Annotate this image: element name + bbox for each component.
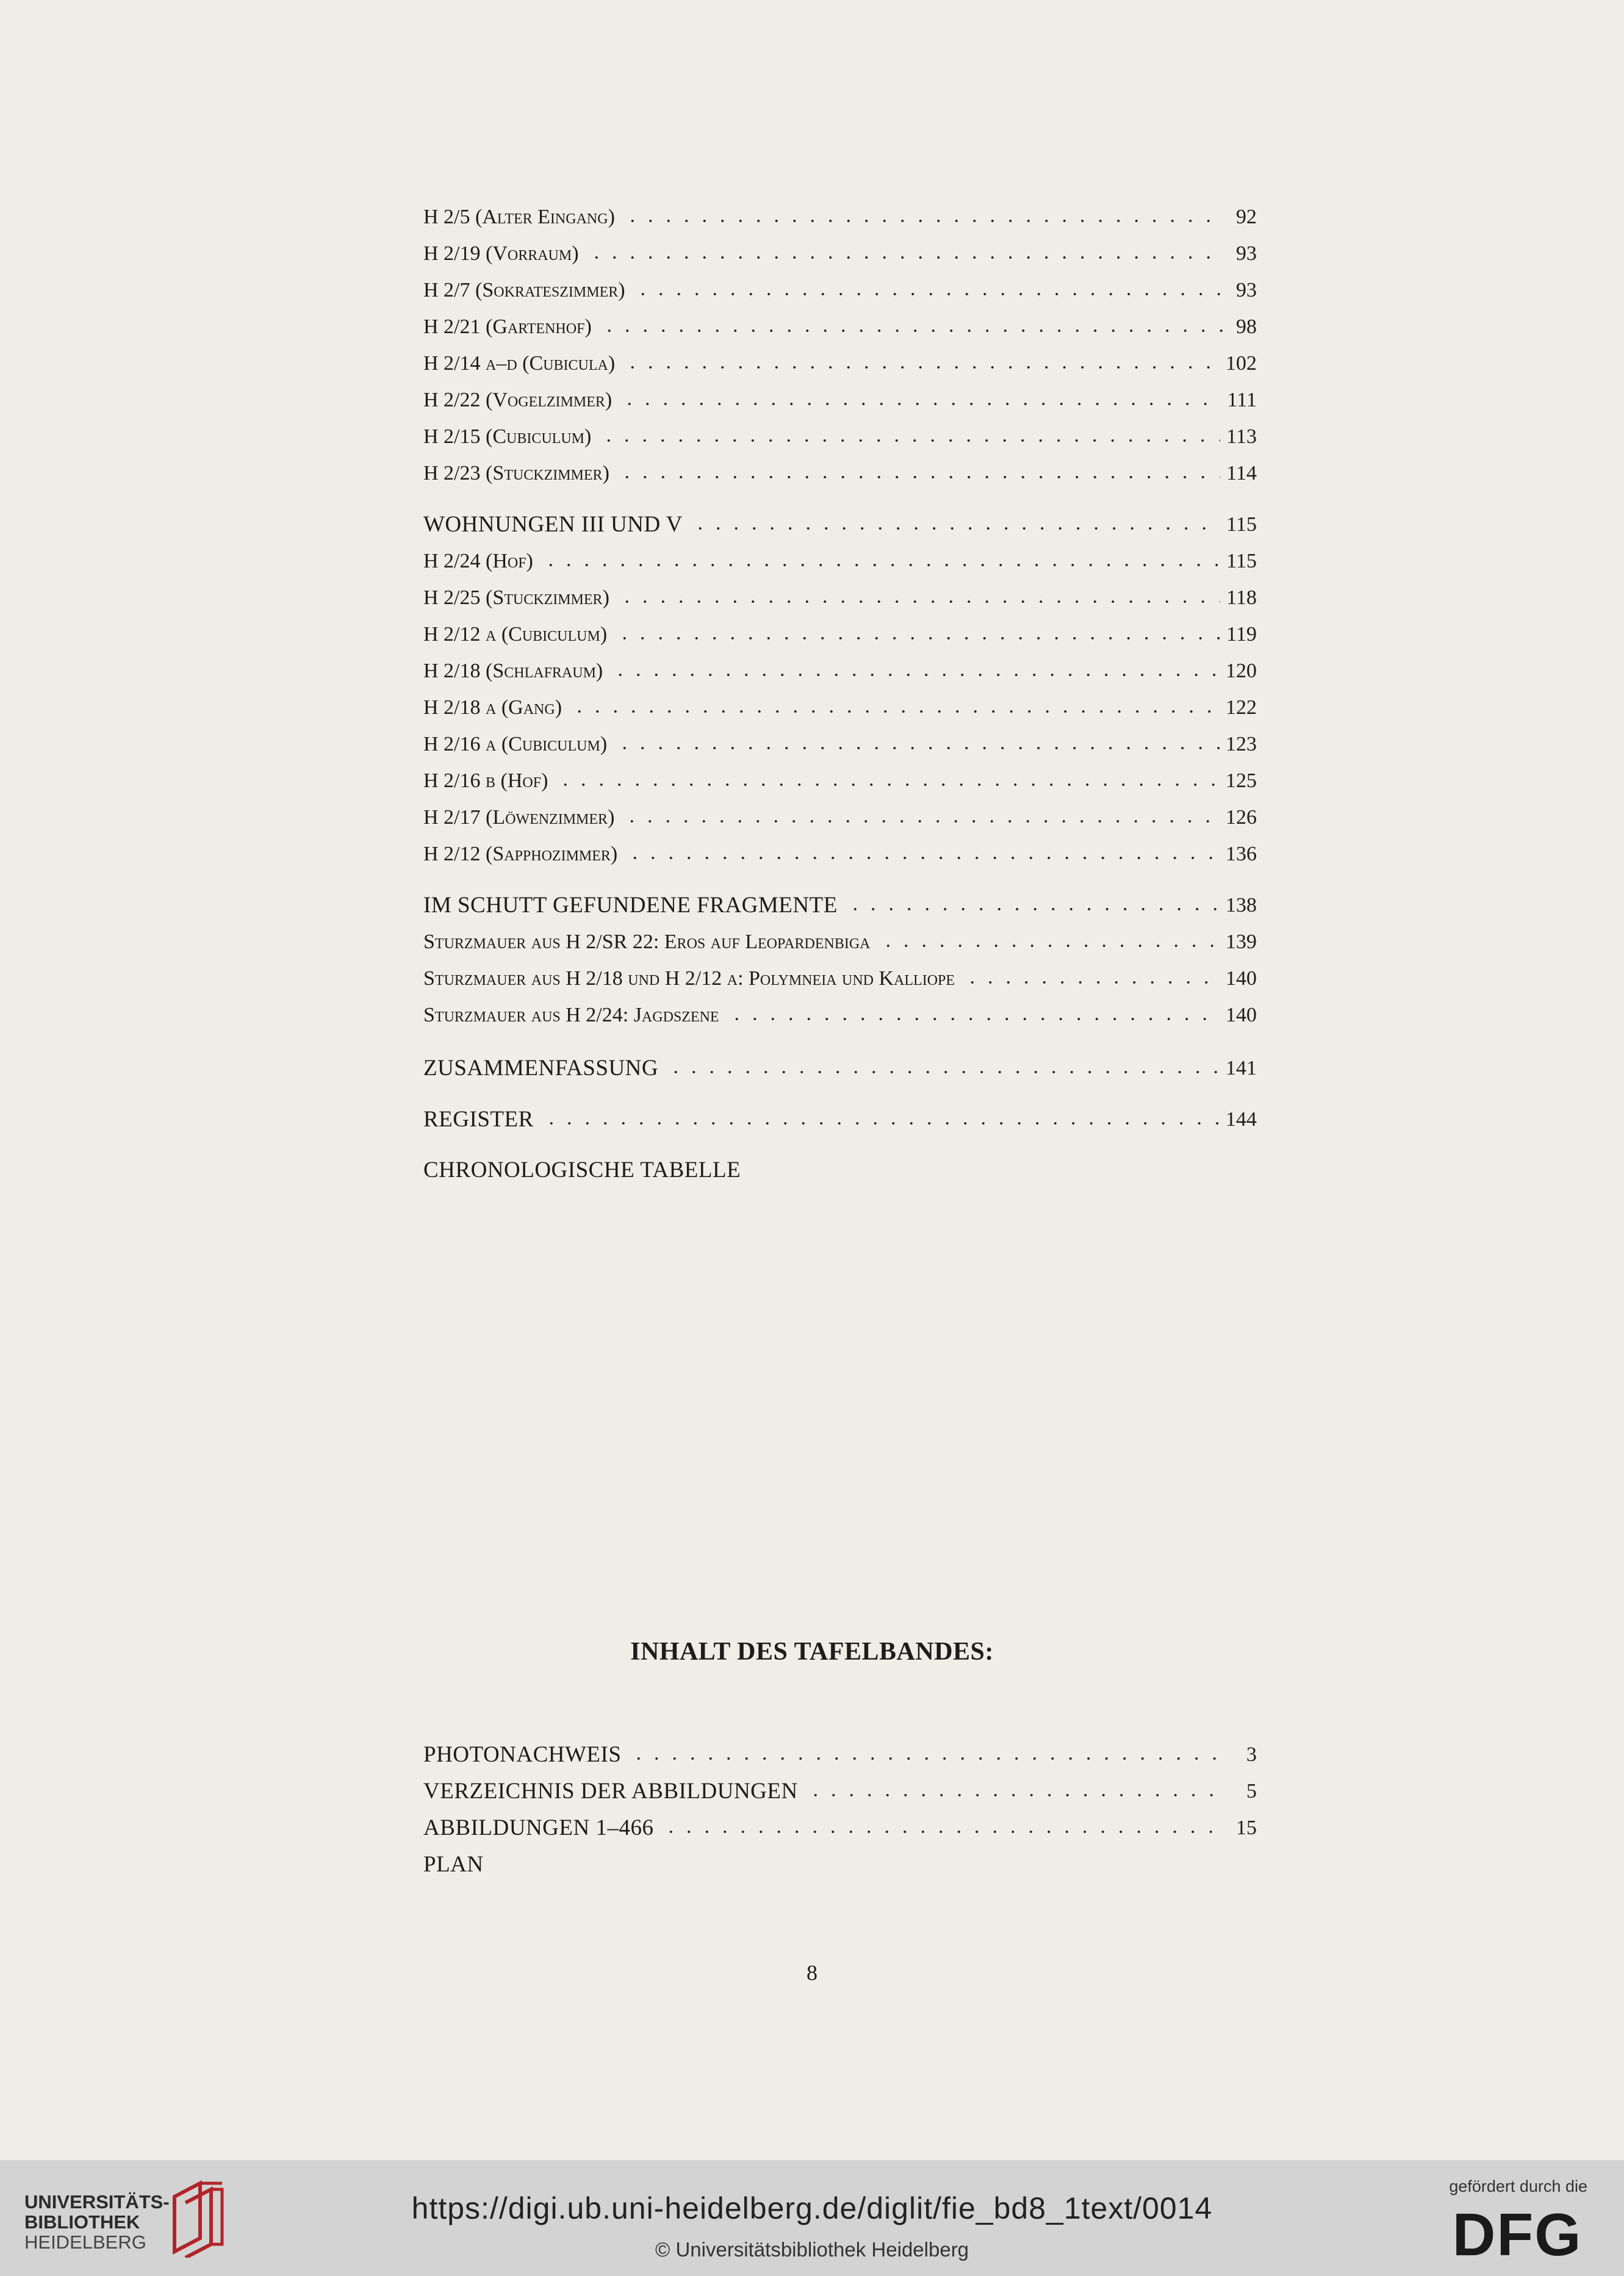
toc-entry [423,611,1257,647]
toc-entry [423,721,1257,757]
toc-entry [423,194,1257,229]
plates-entry [423,1768,1257,1804]
toc-entry-title: IM SCHUTT GEFUNDENE FRAGMENTE [423,893,838,918]
dot-leader [570,710,1220,713]
permalink-url[interactable]: https://digi.ub.uni-heidelberg.de/diglit/fie_bd8_1text/0014 [411,2191,1213,2225]
toc-entry-title: H 2/16 a (Cubiculum) [423,733,608,755]
dot-leader [616,746,1220,750]
dot-leader [542,563,1220,567]
plates-entry-title: VERZEICHNIS DER ABBILDUNGEN [423,1779,798,1804]
toc-entry-title: H 2/18 a (Gang) [423,696,562,719]
toc-section-heading [423,1147,1257,1183]
toc-entry [423,304,1257,339]
toc-entry-page: 139 [1226,931,1257,953]
toc-entry [423,575,1257,610]
toc-section-heading [423,882,1257,918]
plates-volume-heading: INHALT DES TAFELBANDES: [630,1638,994,1666]
dot-leader [630,1757,1224,1760]
toc-entry-title: H 2/21 (Gartenhof) [423,315,592,338]
toc-entry [423,685,1257,720]
library-name-line3: HEIDELBERG [24,2231,146,2253]
toc-entry-page: 141 [1226,1057,1257,1079]
toc-entry-title: H 2/15 (Cubiculum) [423,425,592,448]
dot-leader [667,1070,1220,1074]
toc-entry-title: H 2/18 (Schlafraum) [423,660,603,682]
toc-entry-title: H 2/17 (Löwenzimmer) [423,806,615,829]
toc-entry-page: 119 [1226,623,1257,646]
toc-entry-page: 125 [1226,769,1257,792]
toc-entry [423,831,1257,866]
dot-leader [611,673,1220,677]
toc-entry [423,450,1257,486]
plates-entry-page: 5 [1246,1780,1257,1802]
toc-entry-title: H 2/12 (Sapphozimmer) [423,843,618,865]
toc-entry [423,794,1257,830]
dot-leader [587,256,1224,259]
toc-entry [423,538,1257,574]
library-name-line1: UNIVERSITÄTS- [24,2191,170,2213]
dot-leader [634,292,1224,296]
toc-entry-title: H 2/23 (Stuckzimmer) [423,462,609,484]
toc-entry-page: 93 [1236,279,1257,301]
dot-leader [618,600,1220,603]
toc-entry-page: 102 [1226,352,1257,375]
toc-entry-page: 113 [1226,425,1257,448]
toc-entry-page: 118 [1226,586,1257,609]
plates-entry-title: PLAN [423,1852,484,1877]
toc-entry-title: Sturzmauer aus H 2/18 und H 2/12 a: Polymneia und Kalliope [423,967,955,990]
toc-entry-page: 140 [1226,967,1257,990]
toc-entry-title: H 2/16 b (Hof) [423,769,548,792]
dot-leader [846,907,1220,911]
toc-entry [423,919,1257,954]
dot-leader [542,1122,1220,1125]
dfg-logo-icon [1447,2204,1587,2263]
toc-entry-title: H 2/22 (Vogelzimmer) [423,389,613,411]
toc-entry-title: H 2/14 a–d (Cubicula) [423,352,616,375]
toc-entry-page: 98 [1236,315,1257,338]
toc-entry-title: H 2/19 (Vorraum) [423,242,579,265]
toc-section-heading [423,1045,1257,1081]
toc-entry [423,956,1257,991]
toc-entry [423,414,1257,449]
toc-entry-title: H 2/5 (Alter Eingang) [423,206,615,228]
dot-leader [556,783,1220,787]
toc-entry-title: ZUSAMMENFASSUNG [423,1056,659,1081]
dot-leader [963,981,1220,984]
plates-entry [423,1805,1257,1840]
dot-leader [623,219,1224,223]
dot-leader [616,636,1220,640]
toc-entry-title: H 2/24 (Hof) [423,550,533,572]
toc-entry [423,377,1257,412]
viewer-footer [0,2160,1624,2276]
toc-entry [423,267,1257,303]
toc-entry [423,231,1257,266]
dfg-logo-text: DFG [1452,2204,1583,2263]
toc-entry-page: 126 [1226,806,1257,829]
toc-entry-page: 123 [1226,733,1257,755]
toc-entry-title: H 2/7 (Sokrateszimmer) [423,279,625,301]
toc-entry-title: REGISTER [423,1107,534,1132]
toc-section-heading [423,502,1257,537]
toc-entry-page: 144 [1226,1108,1257,1131]
toc-entry-title: H 2/12 a (Cubiculum) [423,623,608,646]
toc-entry [423,992,1257,1028]
toc-entry-page: 114 [1226,462,1257,484]
toc-entry-page: 136 [1226,843,1257,865]
toc-section-heading [423,1097,1257,1132]
funding-text: gefördert durch die [1449,2177,1587,2195]
toc-entry-page: 120 [1226,660,1257,682]
dot-leader [807,1793,1224,1797]
dot-leader [879,944,1220,948]
toc-entry [423,340,1257,376]
toc-entry-page: 115 [1226,513,1257,536]
toc-entry-page: 93 [1236,242,1257,265]
page-number: 8 [807,1961,817,1985]
plates-entry [423,1842,1257,1877]
toc-entry-title: H 2/25 (Stuckzimmer) [423,586,609,609]
dot-leader [626,856,1220,860]
toc-entry [423,648,1257,683]
toc-entry-page: 115 [1226,550,1257,572]
dot-leader [600,329,1224,333]
toc-entry-title: CHRONOLOGISCHE TABELLE [423,1158,741,1183]
toc-entry [423,758,1257,793]
toc-entry-page: 138 [1226,894,1257,917]
plates-entry [423,1732,1257,1767]
plates-entry-page: 15 [1236,1817,1257,1839]
dot-leader [728,1017,1220,1021]
dot-leader [618,475,1220,479]
toc-entry-page: 92 [1236,206,1257,228]
library-name-line2: BIBLIOTHEK [24,2211,140,2233]
plates-entry-title: ABBILDUNGEN 1–466 [423,1815,654,1840]
dot-leader [623,366,1220,369]
plates-entry-title: PHOTONACHWEIS [423,1742,622,1767]
dot-leader [623,819,1220,823]
toc-entry-page: 140 [1226,1004,1257,1026]
dot-leader [662,1830,1224,1834]
toc-entry-page: 122 [1226,696,1257,719]
toc-entry-title: Sturzmauer aus H 2/24: Jagdszene [423,1004,719,1026]
toc-entry-title: WOHNUNGEN III UND V [423,512,683,537]
dot-leader [600,439,1220,442]
plates-entry-page: 3 [1246,1743,1257,1766]
toc-entry-page: 111 [1227,389,1257,411]
copyright-notice: © Universitätsbibliothek Heidelberg [655,2238,969,2261]
toc-entry-title: Sturzmauer aus H 2/SR 22: Eros auf Leopardenbiga [423,931,871,953]
dot-leader [691,527,1220,530]
dot-leader [620,402,1221,406]
